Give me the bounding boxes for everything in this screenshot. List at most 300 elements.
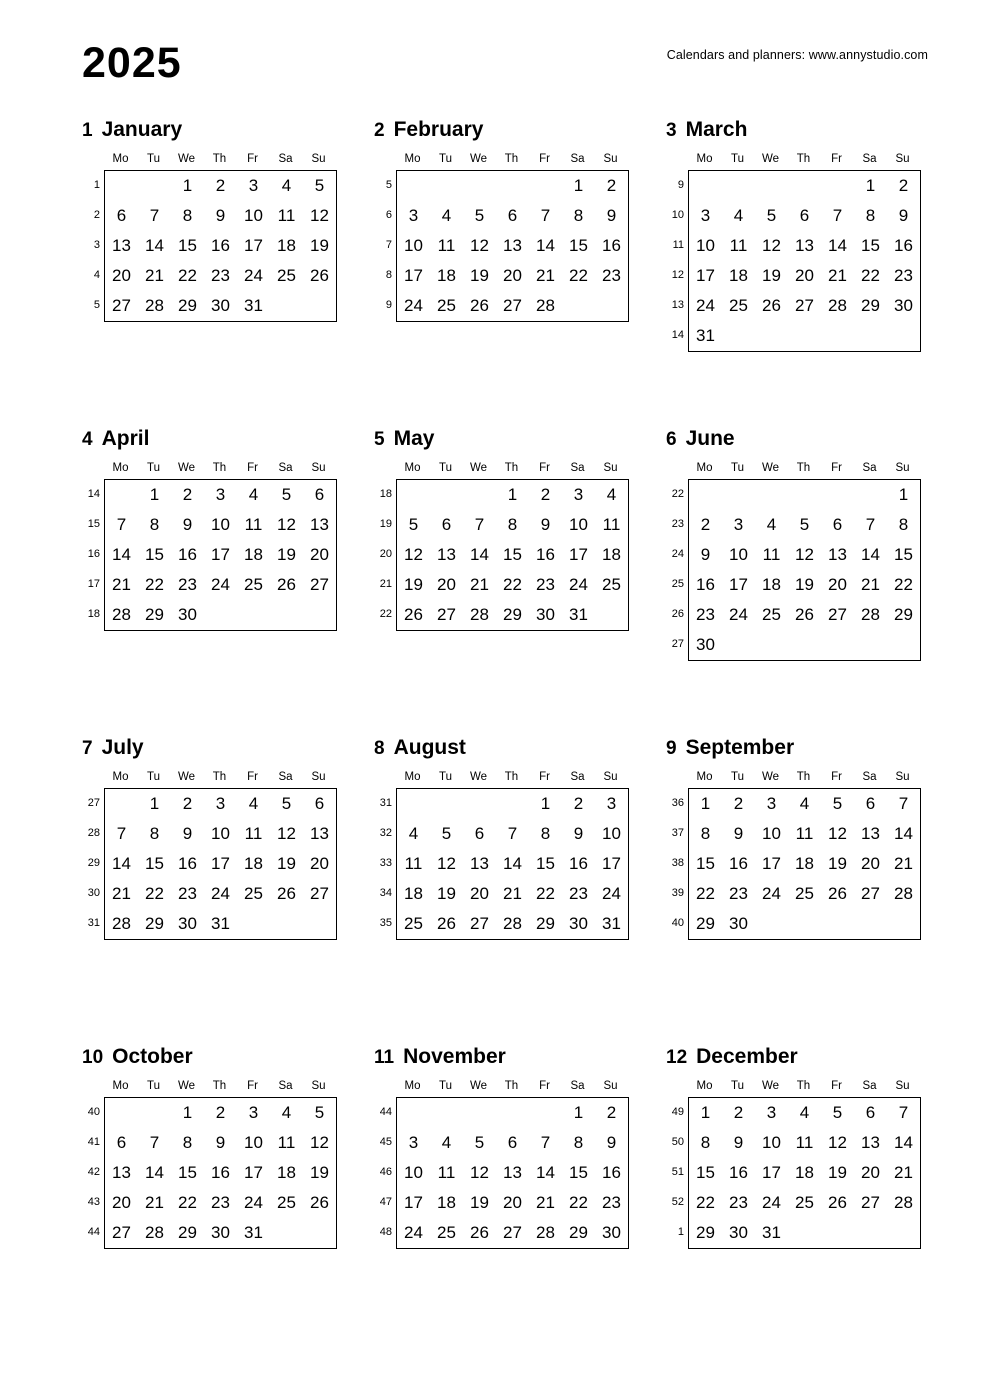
day-cell[interactable]: 14 bbox=[112, 545, 131, 564]
day-cell[interactable]: 11 bbox=[277, 206, 296, 225]
day-cell[interactable]: 27 bbox=[861, 884, 880, 903]
day-cell[interactable]: 3 bbox=[573, 485, 584, 504]
day-cell[interactable]: 1 bbox=[182, 1103, 193, 1122]
day-cell[interactable]: 22 bbox=[861, 266, 880, 285]
day-cell[interactable]: 22 bbox=[145, 575, 164, 594]
day-cell[interactable]: 15 bbox=[569, 236, 588, 255]
day-cell[interactable]: 30 bbox=[696, 635, 715, 654]
day-cell[interactable]: 21 bbox=[145, 266, 164, 285]
day-cell[interactable]: 7 bbox=[540, 206, 551, 225]
day-cell[interactable]: 23 bbox=[729, 1193, 748, 1212]
day-cell[interactable]: 13 bbox=[437, 545, 456, 564]
day-cell[interactable]: 6 bbox=[441, 515, 452, 534]
day-cell[interactable]: 26 bbox=[828, 1193, 847, 1212]
day-cell[interactable]: 18 bbox=[437, 266, 456, 285]
day-cell[interactable]: 14 bbox=[861, 545, 880, 564]
day-cell[interactable]: 29 bbox=[696, 1223, 715, 1242]
day-cell[interactable]: 1 bbox=[149, 794, 160, 813]
day-cell[interactable]: 10 bbox=[762, 1133, 781, 1152]
day-cell[interactable]: 25 bbox=[404, 914, 423, 933]
day-cell[interactable]: 9 bbox=[540, 515, 551, 534]
day-cell[interactable]: 13 bbox=[310, 515, 329, 534]
day-cell[interactable]: 26 bbox=[310, 1193, 329, 1212]
day-cell[interactable]: 6 bbox=[507, 1133, 518, 1152]
day-cell[interactable]: 27 bbox=[310, 575, 329, 594]
day-cell[interactable]: 20 bbox=[310, 545, 329, 564]
day-cell[interactable]: 7 bbox=[474, 515, 485, 534]
day-cell[interactable]: 22 bbox=[178, 1193, 197, 1212]
day-cell[interactable]: 20 bbox=[795, 266, 814, 285]
day-cell[interactable]: 21 bbox=[112, 884, 131, 903]
day-cell[interactable]: 6 bbox=[314, 794, 325, 813]
day-cell[interactable]: 13 bbox=[828, 545, 847, 564]
day-cell[interactable]: 13 bbox=[503, 236, 522, 255]
day-cell[interactable]: 18 bbox=[795, 854, 814, 873]
day-cell[interactable]: 22 bbox=[178, 266, 197, 285]
day-cell[interactable]: 28 bbox=[112, 914, 131, 933]
day-cell[interactable]: 29 bbox=[503, 605, 522, 624]
day-cell[interactable]: 4 bbox=[766, 515, 777, 534]
day-cell[interactable]: 16 bbox=[602, 236, 621, 255]
day-cell[interactable]: 16 bbox=[211, 1163, 230, 1182]
day-cell[interactable]: 3 bbox=[248, 1103, 259, 1122]
day-cell[interactable]: 24 bbox=[404, 1223, 423, 1242]
day-cell[interactable]: 11 bbox=[437, 236, 456, 255]
day-cell[interactable]: 25 bbox=[795, 884, 814, 903]
day-cell[interactable]: 28 bbox=[536, 1223, 555, 1242]
day-cell[interactable]: 12 bbox=[277, 515, 296, 534]
day-cell[interactable]: 12 bbox=[762, 236, 781, 255]
day-cell[interactable]: 20 bbox=[828, 575, 847, 594]
day-cell[interactable]: 31 bbox=[244, 1223, 263, 1242]
day-cell[interactable]: 16 bbox=[729, 1163, 748, 1182]
day-cell[interactable]: 17 bbox=[244, 1163, 263, 1182]
day-cell[interactable]: 14 bbox=[894, 1133, 913, 1152]
day-cell[interactable]: 7 bbox=[116, 515, 127, 534]
day-cell[interactable]: 17 bbox=[404, 266, 423, 285]
day-cell[interactable]: 6 bbox=[116, 206, 127, 225]
day-cell[interactable]: 28 bbox=[828, 296, 847, 315]
day-cell[interactable]: 20 bbox=[861, 1163, 880, 1182]
day-cell[interactable]: 23 bbox=[211, 1193, 230, 1212]
day-cell[interactable]: 23 bbox=[602, 1193, 621, 1212]
day-cell[interactable]: 3 bbox=[215, 794, 226, 813]
day-cell[interactable]: 2 bbox=[606, 1103, 617, 1122]
day-cell[interactable]: 15 bbox=[696, 1163, 715, 1182]
day-cell[interactable]: 4 bbox=[248, 794, 259, 813]
day-cell[interactable]: 27 bbox=[795, 296, 814, 315]
day-cell[interactable]: 12 bbox=[404, 545, 423, 564]
day-cell[interactable]: 26 bbox=[310, 266, 329, 285]
day-cell[interactable]: 7 bbox=[149, 1133, 160, 1152]
day-cell[interactable]: 30 bbox=[178, 605, 197, 624]
day-cell[interactable]: 4 bbox=[248, 485, 259, 504]
day-cell[interactable]: 22 bbox=[569, 266, 588, 285]
day-cell[interactable]: 16 bbox=[729, 854, 748, 873]
day-cell[interactable]: 23 bbox=[211, 266, 230, 285]
day-cell[interactable]: 3 bbox=[248, 176, 259, 195]
day-cell[interactable]: 12 bbox=[828, 824, 847, 843]
day-cell[interactable]: 24 bbox=[211, 884, 230, 903]
day-cell[interactable]: 4 bbox=[441, 1133, 452, 1152]
day-cell[interactable]: 4 bbox=[408, 824, 419, 843]
day-cell[interactable]: 26 bbox=[277, 884, 296, 903]
day-cell[interactable]: 27 bbox=[828, 605, 847, 624]
day-cell[interactable]: 21 bbox=[112, 575, 131, 594]
day-cell[interactable]: 4 bbox=[281, 176, 292, 195]
day-cell[interactable]: 25 bbox=[602, 575, 621, 594]
day-cell[interactable]: 10 bbox=[244, 206, 263, 225]
day-cell[interactable]: 10 bbox=[211, 515, 230, 534]
day-cell[interactable]: 6 bbox=[865, 1103, 876, 1122]
day-cell[interactable]: 16 bbox=[894, 236, 913, 255]
day-cell[interactable]: 3 bbox=[700, 206, 711, 225]
day-cell[interactable]: 1 bbox=[898, 485, 909, 504]
day-cell[interactable]: 25 bbox=[795, 1193, 814, 1212]
day-cell[interactable]: 28 bbox=[112, 605, 131, 624]
day-cell[interactable]: 4 bbox=[799, 794, 810, 813]
day-cell[interactable]: 23 bbox=[569, 884, 588, 903]
day-cell[interactable]: 12 bbox=[795, 545, 814, 564]
day-cell[interactable]: 19 bbox=[762, 266, 781, 285]
day-cell[interactable]: 4 bbox=[606, 485, 617, 504]
day-cell[interactable]: 4 bbox=[733, 206, 744, 225]
day-cell[interactable]: 19 bbox=[795, 575, 814, 594]
day-cell[interactable]: 25 bbox=[729, 296, 748, 315]
day-cell[interactable]: 24 bbox=[696, 296, 715, 315]
day-cell[interactable]: 26 bbox=[470, 1223, 489, 1242]
day-cell[interactable]: 13 bbox=[310, 824, 329, 843]
day-cell[interactable]: 28 bbox=[145, 1223, 164, 1242]
day-cell[interactable]: 2 bbox=[700, 515, 711, 534]
day-cell[interactable]: 28 bbox=[470, 605, 489, 624]
day-cell[interactable]: 11 bbox=[602, 515, 621, 534]
day-cell[interactable]: 24 bbox=[762, 1193, 781, 1212]
day-cell[interactable]: 31 bbox=[696, 326, 715, 345]
day-cell[interactable]: 21 bbox=[145, 1193, 164, 1212]
day-cell[interactable]: 15 bbox=[861, 236, 880, 255]
day-cell[interactable]: 16 bbox=[696, 575, 715, 594]
day-cell[interactable]: 21 bbox=[894, 1163, 913, 1182]
day-cell[interactable]: 10 bbox=[729, 545, 748, 564]
day-cell[interactable]: 23 bbox=[696, 605, 715, 624]
day-cell[interactable]: 22 bbox=[503, 575, 522, 594]
day-cell[interactable]: 22 bbox=[569, 1193, 588, 1212]
day-cell[interactable]: 5 bbox=[314, 1103, 325, 1122]
day-cell[interactable]: 10 bbox=[404, 236, 423, 255]
day-cell[interactable]: 9 bbox=[215, 206, 226, 225]
day-cell[interactable]: 26 bbox=[404, 605, 423, 624]
day-cell[interactable]: 28 bbox=[861, 605, 880, 624]
day-cell[interactable]: 24 bbox=[762, 884, 781, 903]
day-cell[interactable]: 30 bbox=[602, 1223, 621, 1242]
day-cell[interactable]: 11 bbox=[795, 1133, 814, 1152]
day-cell[interactable]: 17 bbox=[244, 236, 263, 255]
day-cell[interactable]: 19 bbox=[310, 236, 329, 255]
day-cell[interactable]: 5 bbox=[799, 515, 810, 534]
day-cell[interactable]: 5 bbox=[281, 794, 292, 813]
day-cell[interactable]: 10 bbox=[762, 824, 781, 843]
day-cell[interactable]: 31 bbox=[602, 914, 621, 933]
day-cell[interactable]: 25 bbox=[437, 296, 456, 315]
day-cell[interactable]: 8 bbox=[182, 1133, 193, 1152]
day-cell[interactable]: 11 bbox=[795, 824, 814, 843]
day-cell[interactable]: 15 bbox=[536, 854, 555, 873]
day-cell[interactable]: 20 bbox=[503, 1193, 522, 1212]
day-cell[interactable]: 11 bbox=[437, 1163, 456, 1182]
day-cell[interactable]: 7 bbox=[898, 794, 909, 813]
day-cell[interactable]: 9 bbox=[606, 206, 617, 225]
day-cell[interactable]: 18 bbox=[244, 854, 263, 873]
day-cell[interactable]: 30 bbox=[894, 296, 913, 315]
day-cell[interactable]: 14 bbox=[145, 1163, 164, 1182]
day-cell[interactable]: 19 bbox=[277, 854, 296, 873]
day-cell[interactable]: 2 bbox=[215, 176, 226, 195]
day-cell[interactable]: 16 bbox=[602, 1163, 621, 1182]
day-cell[interactable]: 9 bbox=[182, 515, 193, 534]
day-cell[interactable]: 15 bbox=[503, 545, 522, 564]
day-cell[interactable]: 29 bbox=[894, 605, 913, 624]
day-cell[interactable]: 14 bbox=[503, 854, 522, 873]
day-cell[interactable]: 24 bbox=[244, 1193, 263, 1212]
day-cell[interactable]: 11 bbox=[277, 1133, 296, 1152]
day-cell[interactable]: 8 bbox=[149, 824, 160, 843]
day-cell[interactable]: 10 bbox=[211, 824, 230, 843]
day-cell[interactable]: 15 bbox=[569, 1163, 588, 1182]
day-cell[interactable]: 21 bbox=[536, 1193, 555, 1212]
day-cell[interactable]: 20 bbox=[861, 854, 880, 873]
day-cell[interactable]: 5 bbox=[474, 206, 485, 225]
day-cell[interactable]: 2 bbox=[182, 794, 193, 813]
day-cell[interactable]: 13 bbox=[112, 236, 131, 255]
day-cell[interactable]: 24 bbox=[244, 266, 263, 285]
day-cell[interactable]: 30 bbox=[729, 1223, 748, 1242]
day-cell[interactable]: 17 bbox=[729, 575, 748, 594]
day-cell[interactable]: 3 bbox=[215, 485, 226, 504]
day-cell[interactable]: 12 bbox=[310, 1133, 329, 1152]
day-cell[interactable]: 30 bbox=[211, 296, 230, 315]
day-cell[interactable]: 14 bbox=[112, 854, 131, 873]
day-cell[interactable]: 22 bbox=[696, 1193, 715, 1212]
day-cell[interactable]: 25 bbox=[277, 1193, 296, 1212]
day-cell[interactable]: 18 bbox=[277, 1163, 296, 1182]
day-cell[interactable]: 31 bbox=[762, 1223, 781, 1242]
day-cell[interactable]: 28 bbox=[503, 914, 522, 933]
day-cell[interactable]: 14 bbox=[145, 236, 164, 255]
day-cell[interactable]: 30 bbox=[211, 1223, 230, 1242]
day-cell[interactable]: 8 bbox=[149, 515, 160, 534]
day-cell[interactable]: 20 bbox=[437, 575, 456, 594]
day-cell[interactable]: 9 bbox=[700, 545, 711, 564]
day-cell[interactable]: 29 bbox=[145, 605, 164, 624]
day-cell[interactable]: 19 bbox=[437, 884, 456, 903]
day-cell[interactable]: 4 bbox=[281, 1103, 292, 1122]
day-cell[interactable]: 30 bbox=[536, 605, 555, 624]
day-cell[interactable]: 8 bbox=[540, 824, 551, 843]
day-cell[interactable]: 25 bbox=[244, 575, 263, 594]
day-cell[interactable]: 15 bbox=[894, 545, 913, 564]
day-cell[interactable]: 22 bbox=[894, 575, 913, 594]
day-cell[interactable]: 8 bbox=[182, 206, 193, 225]
day-cell[interactable]: 17 bbox=[211, 854, 230, 873]
day-cell[interactable]: 13 bbox=[470, 854, 489, 873]
day-cell[interactable]: 23 bbox=[178, 575, 197, 594]
day-cell[interactable]: 27 bbox=[503, 1223, 522, 1242]
day-cell[interactable]: 21 bbox=[894, 854, 913, 873]
day-cell[interactable]: 2 bbox=[540, 485, 551, 504]
day-cell[interactable]: 9 bbox=[215, 1133, 226, 1152]
day-cell[interactable]: 24 bbox=[569, 575, 588, 594]
day-cell[interactable]: 29 bbox=[696, 914, 715, 933]
day-cell[interactable]: 5 bbox=[766, 206, 777, 225]
day-cell[interactable]: 26 bbox=[470, 296, 489, 315]
day-cell[interactable]: 18 bbox=[244, 545, 263, 564]
day-cell[interactable]: 30 bbox=[569, 914, 588, 933]
day-cell[interactable]: 27 bbox=[112, 1223, 131, 1242]
day-cell[interactable]: 3 bbox=[408, 206, 419, 225]
day-cell[interactable]: 21 bbox=[828, 266, 847, 285]
day-cell[interactable]: 3 bbox=[733, 515, 744, 534]
day-cell[interactable]: 2 bbox=[215, 1103, 226, 1122]
day-cell[interactable]: 9 bbox=[573, 824, 584, 843]
day-cell[interactable]: 4 bbox=[799, 1103, 810, 1122]
day-cell[interactable]: 9 bbox=[182, 824, 193, 843]
day-cell[interactable]: 22 bbox=[536, 884, 555, 903]
day-cell[interactable]: 3 bbox=[766, 794, 777, 813]
day-cell[interactable]: 13 bbox=[795, 236, 814, 255]
day-cell[interactable]: 7 bbox=[116, 824, 127, 843]
day-cell[interactable]: 12 bbox=[310, 206, 329, 225]
day-cell[interactable]: 1 bbox=[865, 176, 876, 195]
day-cell[interactable]: 16 bbox=[536, 545, 555, 564]
day-cell[interactable]: 24 bbox=[211, 575, 230, 594]
day-cell[interactable]: 23 bbox=[536, 575, 555, 594]
day-cell[interactable]: 19 bbox=[277, 545, 296, 564]
day-cell[interactable]: 1 bbox=[149, 485, 160, 504]
day-cell[interactable]: 8 bbox=[700, 824, 711, 843]
day-cell[interactable]: 27 bbox=[437, 605, 456, 624]
day-cell[interactable]: 26 bbox=[828, 884, 847, 903]
day-cell[interactable]: 7 bbox=[898, 1103, 909, 1122]
day-cell[interactable]: 5 bbox=[281, 485, 292, 504]
day-cell[interactable]: 26 bbox=[762, 296, 781, 315]
day-cell[interactable]: 28 bbox=[894, 884, 913, 903]
day-cell[interactable]: 29 bbox=[861, 296, 880, 315]
day-cell[interactable]: 27 bbox=[310, 884, 329, 903]
day-cell[interactable]: 15 bbox=[178, 1163, 197, 1182]
day-cell[interactable]: 1 bbox=[700, 1103, 711, 1122]
day-cell[interactable]: 17 bbox=[762, 1163, 781, 1182]
day-cell[interactable]: 17 bbox=[696, 266, 715, 285]
day-cell[interactable]: 18 bbox=[277, 236, 296, 255]
day-cell[interactable]: 21 bbox=[470, 575, 489, 594]
day-cell[interactable]: 25 bbox=[277, 266, 296, 285]
day-cell[interactable]: 22 bbox=[696, 884, 715, 903]
day-cell[interactable]: 31 bbox=[211, 914, 230, 933]
day-cell[interactable]: 30 bbox=[178, 914, 197, 933]
day-cell[interactable]: 5 bbox=[832, 1103, 843, 1122]
day-cell[interactable]: 27 bbox=[861, 1193, 880, 1212]
day-cell[interactable]: 26 bbox=[277, 575, 296, 594]
day-cell[interactable]: 14 bbox=[828, 236, 847, 255]
day-cell[interactable]: 18 bbox=[762, 575, 781, 594]
day-cell[interactable]: 6 bbox=[314, 485, 325, 504]
day-cell[interactable]: 9 bbox=[898, 206, 909, 225]
day-cell[interactable]: 22 bbox=[145, 884, 164, 903]
day-cell[interactable]: 12 bbox=[437, 854, 456, 873]
day-cell[interactable]: 10 bbox=[696, 236, 715, 255]
day-cell[interactable]: 18 bbox=[729, 266, 748, 285]
day-cell[interactable]: 16 bbox=[211, 236, 230, 255]
day-cell[interactable]: 23 bbox=[729, 884, 748, 903]
day-cell[interactable]: 16 bbox=[178, 545, 197, 564]
day-cell[interactable]: 9 bbox=[733, 824, 744, 843]
day-cell[interactable]: 31 bbox=[244, 296, 263, 315]
day-cell[interactable]: 23 bbox=[178, 884, 197, 903]
day-cell[interactable]: 11 bbox=[762, 545, 781, 564]
day-cell[interactable]: 6 bbox=[116, 1133, 127, 1152]
day-cell[interactable]: 1 bbox=[573, 1103, 584, 1122]
day-cell[interactable]: 8 bbox=[700, 1133, 711, 1152]
day-cell[interactable]: 18 bbox=[437, 1193, 456, 1212]
day-cell[interactable]: 24 bbox=[602, 884, 621, 903]
day-cell[interactable]: 21 bbox=[503, 884, 522, 903]
day-cell[interactable]: 19 bbox=[828, 854, 847, 873]
day-cell[interactable]: 11 bbox=[729, 236, 748, 255]
day-cell[interactable]: 1 bbox=[540, 794, 551, 813]
day-cell[interactable]: 14 bbox=[894, 824, 913, 843]
day-cell[interactable]: 16 bbox=[569, 854, 588, 873]
day-cell[interactable]: 11 bbox=[404, 854, 423, 873]
day-cell[interactable]: 26 bbox=[437, 914, 456, 933]
day-cell[interactable]: 2 bbox=[606, 176, 617, 195]
day-cell[interactable]: 14 bbox=[536, 236, 555, 255]
day-cell[interactable]: 5 bbox=[832, 794, 843, 813]
day-cell[interactable]: 6 bbox=[507, 206, 518, 225]
day-cell[interactable]: 9 bbox=[733, 1133, 744, 1152]
day-cell[interactable]: 2 bbox=[573, 794, 584, 813]
day-cell[interactable]: 1 bbox=[700, 794, 711, 813]
day-cell[interactable]: 7 bbox=[507, 824, 518, 843]
day-cell[interactable]: 8 bbox=[573, 206, 584, 225]
day-cell[interactable]: 27 bbox=[470, 914, 489, 933]
day-cell[interactable]: 6 bbox=[474, 824, 485, 843]
day-cell[interactable]: 19 bbox=[310, 1163, 329, 1182]
day-cell[interactable]: 30 bbox=[729, 914, 748, 933]
day-cell[interactable]: 17 bbox=[211, 545, 230, 564]
day-cell[interactable]: 12 bbox=[828, 1133, 847, 1152]
day-cell[interactable]: 26 bbox=[795, 605, 814, 624]
day-cell[interactable]: 5 bbox=[408, 515, 419, 534]
day-cell[interactable]: 15 bbox=[696, 854, 715, 873]
day-cell[interactable]: 25 bbox=[437, 1223, 456, 1242]
day-cell[interactable]: 20 bbox=[470, 884, 489, 903]
day-cell[interactable]: 14 bbox=[470, 545, 489, 564]
day-cell[interactable]: 25 bbox=[244, 884, 263, 903]
day-cell[interactable]: 7 bbox=[149, 206, 160, 225]
day-cell[interactable]: 27 bbox=[503, 296, 522, 315]
day-cell[interactable]: 18 bbox=[404, 884, 423, 903]
day-cell[interactable]: 10 bbox=[569, 515, 588, 534]
day-cell[interactable]: 18 bbox=[795, 1163, 814, 1182]
day-cell[interactable]: 28 bbox=[894, 1193, 913, 1212]
day-cell[interactable]: 28 bbox=[145, 296, 164, 315]
day-cell[interactable]: 29 bbox=[536, 914, 555, 933]
day-cell[interactable]: 20 bbox=[503, 266, 522, 285]
day-cell[interactable]: 29 bbox=[569, 1223, 588, 1242]
day-cell[interactable]: 6 bbox=[799, 206, 810, 225]
day-cell[interactable]: 29 bbox=[178, 1223, 197, 1242]
